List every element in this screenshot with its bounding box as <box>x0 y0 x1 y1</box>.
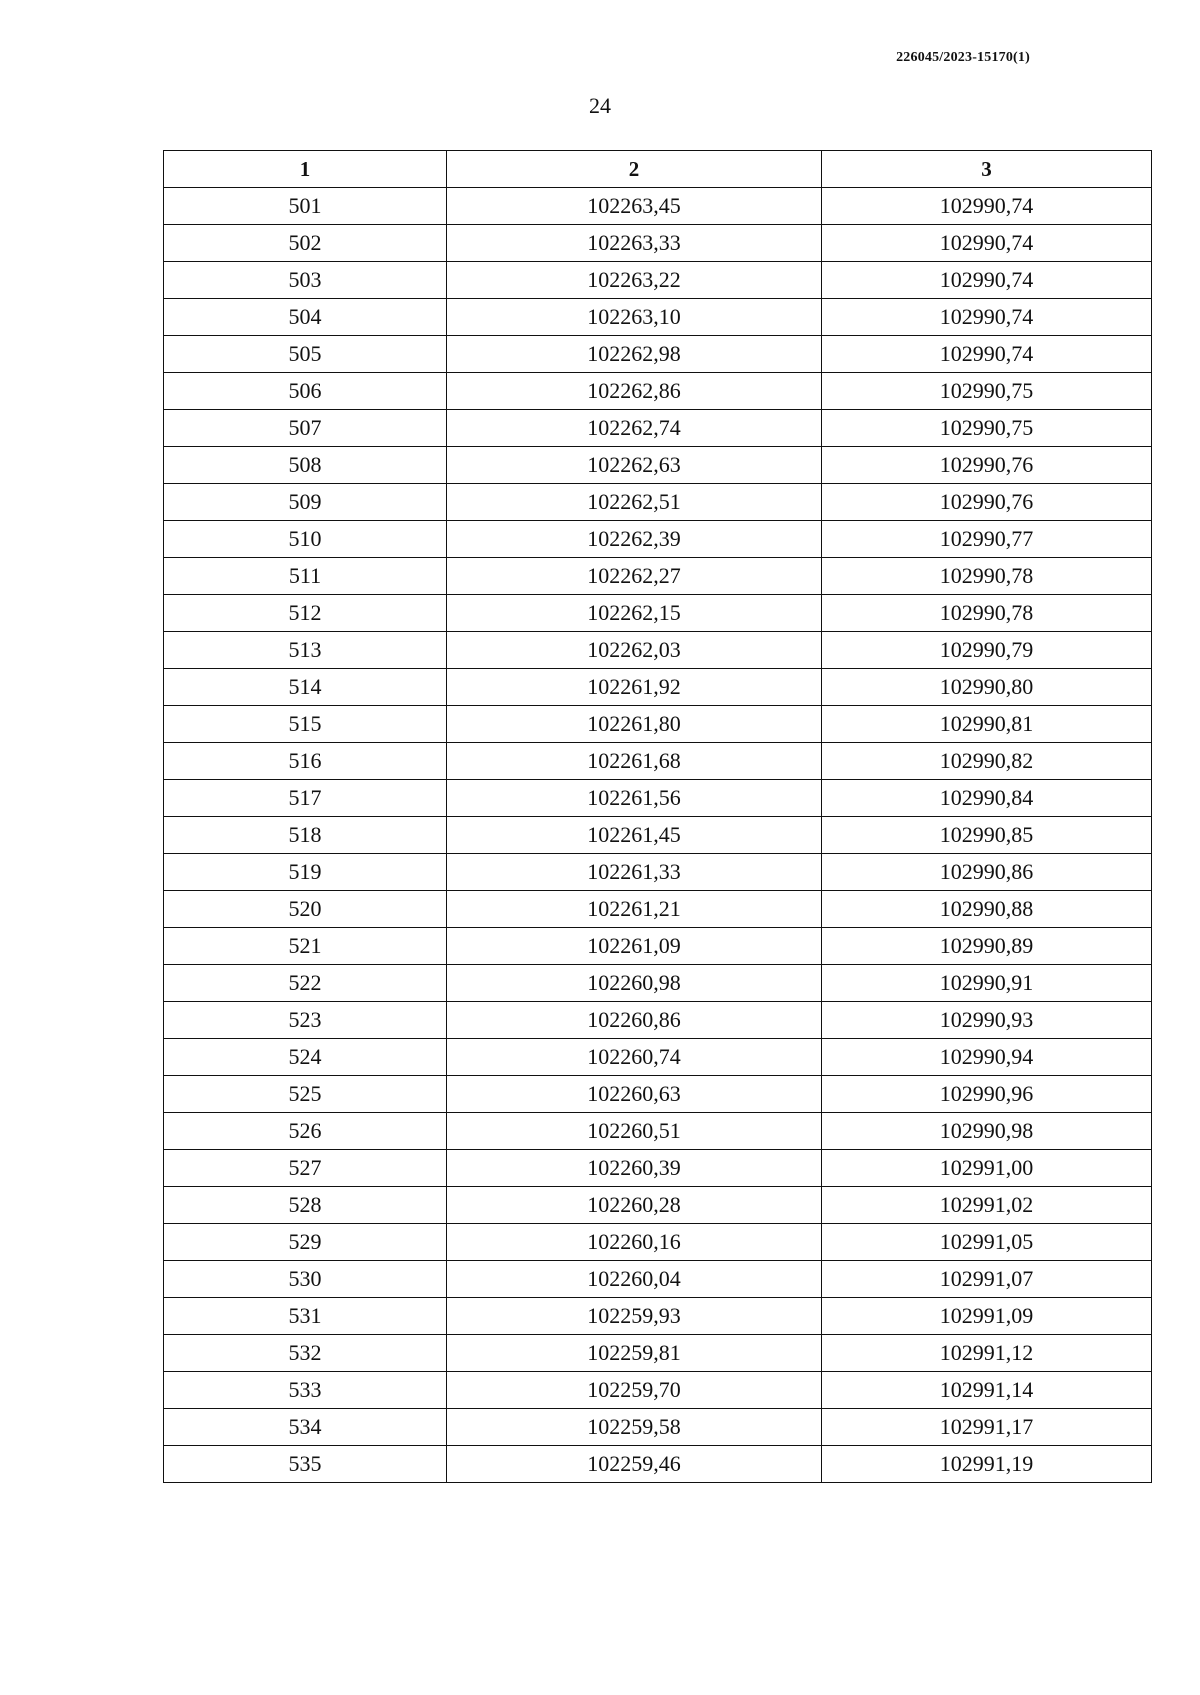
point-number-cell: 515 <box>164 706 447 743</box>
x-coordinate-cell: 102260,86 <box>447 1002 822 1039</box>
column-header-1: 1 <box>164 151 447 188</box>
table-row <box>164 373 1152 410</box>
x-coordinate-cell: 102262,98 <box>447 336 822 373</box>
table-row <box>164 410 1152 447</box>
y-coordinate-cell: 102990,74 <box>822 262 1152 299</box>
column-header-2: 2 <box>447 151 822 188</box>
x-coordinate-cell: 102262,63 <box>447 447 822 484</box>
point-number-cell: 508 <box>164 447 447 484</box>
table-body <box>164 188 1152 1483</box>
point-number-cell: 505 <box>164 336 447 373</box>
y-coordinate-cell: 102990,94 <box>822 1039 1152 1076</box>
table-row <box>164 1113 1152 1150</box>
table-row <box>164 706 1152 743</box>
x-coordinate-cell: 102260,98 <box>447 965 822 1002</box>
y-coordinate-cell: 102990,84 <box>822 780 1152 817</box>
y-coordinate-cell: 102990,96 <box>822 1076 1152 1113</box>
y-coordinate-cell: 102990,76 <box>822 484 1152 521</box>
table-row <box>164 1039 1152 1076</box>
table-row <box>164 447 1152 484</box>
point-number-cell: 502 <box>164 225 447 262</box>
y-coordinate-cell: 102990,86 <box>822 854 1152 891</box>
x-coordinate-cell: 102262,39 <box>447 521 822 558</box>
y-coordinate-cell: 102990,80 <box>822 669 1152 706</box>
x-coordinate-cell: 102262,27 <box>447 558 822 595</box>
point-number-cell: 513 <box>164 632 447 669</box>
point-number-cell: 534 <box>164 1409 447 1446</box>
x-coordinate-cell: 102263,10 <box>447 299 822 336</box>
table-row <box>164 1372 1152 1409</box>
y-coordinate-cell: 102990,74 <box>822 188 1152 225</box>
table-row <box>164 965 1152 1002</box>
y-coordinate-cell: 102991,05 <box>822 1224 1152 1261</box>
x-coordinate-cell: 102260,16 <box>447 1224 822 1261</box>
document-reference: 226045/2023-15170(1) <box>896 50 1030 65</box>
y-coordinate-cell: 102990,78 <box>822 595 1152 632</box>
table-row <box>164 1150 1152 1187</box>
table-row <box>164 336 1152 373</box>
y-coordinate-cell: 102991,19 <box>822 1446 1152 1483</box>
point-number-cell: 525 <box>164 1076 447 1113</box>
x-coordinate-cell: 102262,74 <box>447 410 822 447</box>
y-coordinate-cell: 102991,12 <box>822 1335 1152 1372</box>
point-number-cell: 528 <box>164 1187 447 1224</box>
coordinates-table <box>163 150 1152 1483</box>
y-coordinate-cell: 102991,17 <box>822 1409 1152 1446</box>
table-row <box>164 595 1152 632</box>
x-coordinate-cell: 102260,74 <box>447 1039 822 1076</box>
table-row <box>164 558 1152 595</box>
point-number-cell: 532 <box>164 1335 447 1372</box>
table-row <box>164 484 1152 521</box>
column-header-3: 3 <box>822 151 1152 188</box>
x-coordinate-cell: 102262,51 <box>447 484 822 521</box>
x-coordinate-cell: 102259,81 <box>447 1335 822 1372</box>
x-coordinate-cell: 102261,21 <box>447 891 822 928</box>
y-coordinate-cell: 102990,89 <box>822 928 1152 965</box>
page-number: 24 <box>589 93 611 118</box>
x-coordinate-cell: 102261,45 <box>447 817 822 854</box>
x-coordinate-cell: 102263,22 <box>447 262 822 299</box>
table-header-row <box>164 151 1152 188</box>
y-coordinate-cell: 102990,85 <box>822 817 1152 854</box>
x-coordinate-cell: 102263,33 <box>447 225 822 262</box>
y-coordinate-cell: 102991,09 <box>822 1298 1152 1335</box>
table-header <box>164 151 1152 188</box>
x-coordinate-cell: 102260,28 <box>447 1187 822 1224</box>
x-coordinate-cell: 102261,92 <box>447 669 822 706</box>
point-number-cell: 526 <box>164 1113 447 1150</box>
point-number-cell: 523 <box>164 1002 447 1039</box>
table-row <box>164 1335 1152 1372</box>
point-number-cell: 530 <box>164 1261 447 1298</box>
table-row <box>164 1446 1152 1483</box>
x-coordinate-cell: 102259,46 <box>447 1446 822 1483</box>
y-coordinate-cell: 102990,78 <box>822 558 1152 595</box>
y-coordinate-cell: 102991,07 <box>822 1261 1152 1298</box>
table-row <box>164 743 1152 780</box>
point-number-cell: 522 <box>164 965 447 1002</box>
x-coordinate-cell: 102261,68 <box>447 743 822 780</box>
table-row <box>164 299 1152 336</box>
y-coordinate-cell: 102990,75 <box>822 373 1152 410</box>
table-row <box>164 188 1152 225</box>
table-row <box>164 1409 1152 1446</box>
point-number-cell: 510 <box>164 521 447 558</box>
point-number-cell: 524 <box>164 1039 447 1076</box>
point-number-cell: 518 <box>164 817 447 854</box>
table-row <box>164 1076 1152 1113</box>
y-coordinate-cell: 102990,74 <box>822 299 1152 336</box>
table-row <box>164 854 1152 891</box>
x-coordinate-cell: 102261,09 <box>447 928 822 965</box>
point-number-cell: 504 <box>164 299 447 336</box>
x-coordinate-cell: 102261,33 <box>447 854 822 891</box>
table-row <box>164 1187 1152 1224</box>
table-row <box>164 780 1152 817</box>
table-row <box>164 521 1152 558</box>
y-coordinate-cell: 102990,91 <box>822 965 1152 1002</box>
point-number-cell: 517 <box>164 780 447 817</box>
x-coordinate-cell: 102259,70 <box>447 1372 822 1409</box>
point-number-cell: 516 <box>164 743 447 780</box>
y-coordinate-cell: 102990,98 <box>822 1113 1152 1150</box>
x-coordinate-cell: 102263,45 <box>447 188 822 225</box>
y-coordinate-cell: 102990,75 <box>822 410 1152 447</box>
y-coordinate-cell: 102990,82 <box>822 743 1152 780</box>
x-coordinate-cell: 102261,56 <box>447 780 822 817</box>
x-coordinate-cell: 102261,80 <box>447 706 822 743</box>
table-row <box>164 891 1152 928</box>
point-number-cell: 527 <box>164 1150 447 1187</box>
point-number-cell: 535 <box>164 1446 447 1483</box>
point-number-cell: 509 <box>164 484 447 521</box>
table-row <box>164 1002 1152 1039</box>
y-coordinate-cell: 102990,79 <box>822 632 1152 669</box>
x-coordinate-cell: 102262,03 <box>447 632 822 669</box>
point-number-cell: 507 <box>164 410 447 447</box>
y-coordinate-cell: 102990,77 <box>822 521 1152 558</box>
y-coordinate-cell: 102990,76 <box>822 447 1152 484</box>
table-row <box>164 669 1152 706</box>
x-coordinate-cell: 102259,93 <box>447 1298 822 1335</box>
x-coordinate-cell: 102260,63 <box>447 1076 822 1113</box>
point-number-cell: 520 <box>164 891 447 928</box>
point-number-cell: 506 <box>164 373 447 410</box>
table-row <box>164 632 1152 669</box>
point-number-cell: 503 <box>164 262 447 299</box>
y-coordinate-cell: 102990,74 <box>822 225 1152 262</box>
x-coordinate-cell: 102262,86 <box>447 373 822 410</box>
table-row <box>164 928 1152 965</box>
x-coordinate-cell: 102262,15 <box>447 595 822 632</box>
y-coordinate-cell: 102991,02 <box>822 1187 1152 1224</box>
y-coordinate-cell: 102991,14 <box>822 1372 1152 1409</box>
x-coordinate-cell: 102259,58 <box>447 1409 822 1446</box>
point-number-cell: 514 <box>164 669 447 706</box>
table-row <box>164 817 1152 854</box>
point-number-cell: 501 <box>164 188 447 225</box>
table-row <box>164 225 1152 262</box>
y-coordinate-cell: 102990,93 <box>822 1002 1152 1039</box>
y-coordinate-cell: 102991,00 <box>822 1150 1152 1187</box>
point-number-cell: 533 <box>164 1372 447 1409</box>
table-row <box>164 1224 1152 1261</box>
x-coordinate-cell: 102260,39 <box>447 1150 822 1187</box>
y-coordinate-cell: 102990,88 <box>822 891 1152 928</box>
point-number-cell: 521 <box>164 928 447 965</box>
point-number-cell: 511 <box>164 558 447 595</box>
x-coordinate-cell: 102260,51 <box>447 1113 822 1150</box>
point-number-cell: 519 <box>164 854 447 891</box>
x-coordinate-cell: 102260,04 <box>447 1261 822 1298</box>
y-coordinate-cell: 102990,74 <box>822 336 1152 373</box>
table-row <box>164 262 1152 299</box>
table-row <box>164 1298 1152 1335</box>
y-coordinate-cell: 102990,81 <box>822 706 1152 743</box>
point-number-cell: 531 <box>164 1298 447 1335</box>
point-number-cell: 512 <box>164 595 447 632</box>
table-row <box>164 1261 1152 1298</box>
point-number-cell: 529 <box>164 1224 447 1261</box>
